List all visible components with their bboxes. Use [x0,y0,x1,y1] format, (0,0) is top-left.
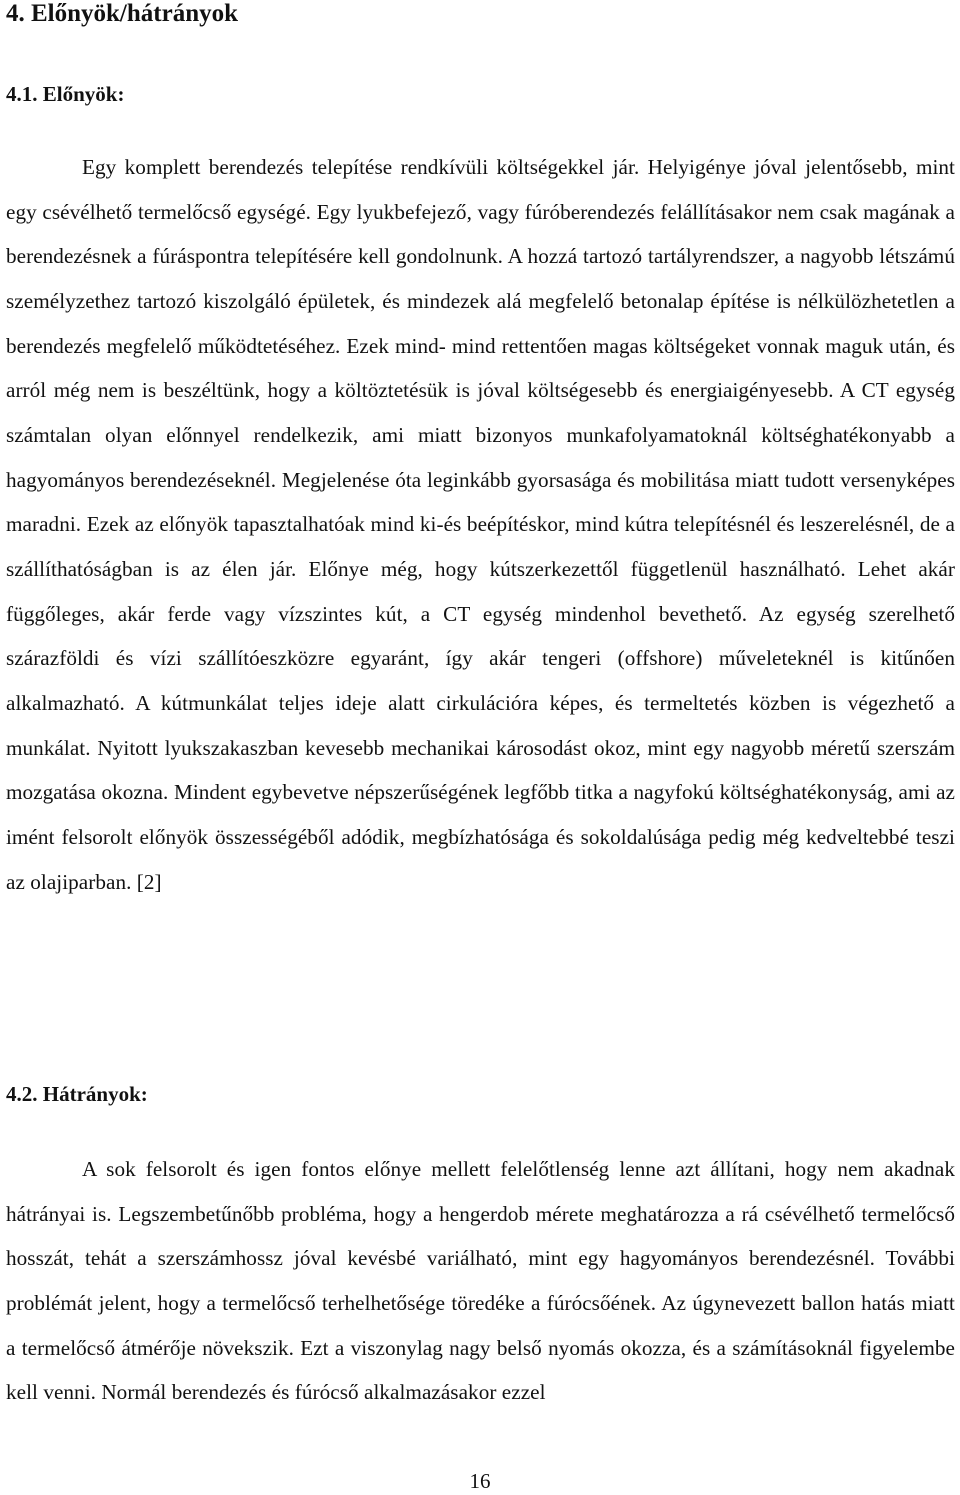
section-heading-advantages: 4.1. Előnyök: [6,82,125,106]
disadvantages-paragraph: A sok felsorolt és igen fontos előnye mellett felelőtlenség lenne azt állítani, hogy nem akadnak hátrányai is. Legszembetűnőbb probléma, hogy a hengerdob mérete meghatározza a rá csévélhető termelőcső hosszát, tehát a szerszámhossz jóval kevésbé variálható, mint egy hagyományos berendezésnél. További problémát jelent, hogy a termelőcső terhelhetősége töredéke a fúrócsőének. Az úgynevezett ballon hatás miatt a termelőcső átmérője növekszik. Ezt a viszonylag nagy belső nyomás okozza, és a számításoknál figyelembe kell venni. Normál berendezés és fúrócső alkalmazásakor ezzel [6,1157,955,1405]
advantages-paragraph: Egy komplett berendezés telepítése rendkívüli költségekkel jár. Helyigénye jóval jelentősebb, mint egy csévélhető termelőcső egységé. Egy lyukbefejező, vagy fúróberendezés felállításakor nem csak magának a berendezésnek a fúráspontra telepítésére kell gondolnunk. A hozzá tartozó tartályrendszer, a nagyobb létszámú személyzethez tartozó kiszolgáló épületek, és mindezek alá megfelelő betonalap építése is nélkülözhetetlen a berendezés megfelelő működtetéséhez. Ezek mind- mind rettentően magas költségeket vonnak maguk után, és arról még nem is beszéltünk, hogy a költöztetésük is jóval költségesebb és energiaigényesebb. A CT egység számtalan olyan előnnyel rendelkezik, ami miatt bizonyos munkafolyamatoknál költséghatékonyabb a hagyományos berendezéseknél. Megjelenése óta leginkább gyorsasága és mobilitása miatt tudott versenyképes maradni. Ezek az előnyök tapasztalhatóak mind ki-és beépítéskor, mind kútra telepítésnél és leszerelésnél, de a szállíthatóságban is az élen jár. Előnye még, hogy kútszerkezettől függetlenül használható. Lehet akár függőleges, akár ferde vagy vízszintes kút, a CT egység mindenhol bevethető. Az egység szerelhető szárazföldi és vízi szállítóeszközre egyaránt, így akár tengeri (offshore) műveleteknél is kitűnően alkalmazható. A kútmunkálat teljes ideje alatt cirkulációra képes, és termeltetés közben is végezhető a munkálat. Nyitott lyukszakaszban kevesebb mechanikai károsodást okoz, mint egy nagyobb méretű szerszám mozgatása okozna. Mindent egybevetve népszerűségének legfőbb titka a nagyfokú költséghatékonyság, ami az imént felsorolt előnyök összességéből adódik, megbízhatósága és sokoldalúsága pedig még kedveltebbé teszi az olajiparban. [2] [6,155,955,894]
chapter-title: 4. Előnyök/hátrányok [6,0,239,27]
page-number: 16 [469,1469,491,1493]
section-heading-disadvantages: 4.2. Hátrányok: [6,1082,148,1106]
